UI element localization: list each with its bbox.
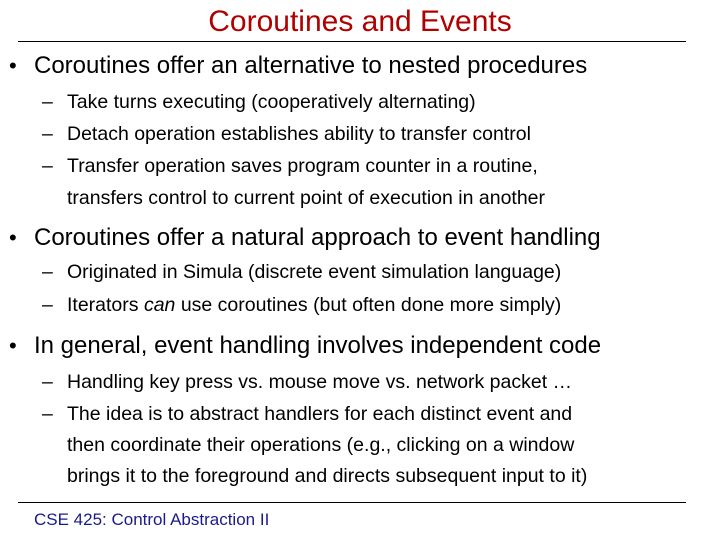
footer-divider [18, 502, 686, 503]
dash-icon: – [42, 403, 53, 425]
dash-icon: – [42, 155, 53, 177]
dash-icon: – [42, 261, 53, 283]
sub-text: transfers control to current point of execution in another [67, 187, 546, 209]
sub-text: Detach operation establishes ability to transfer control [67, 123, 531, 145]
bullet-text: Coroutines offer a natural approach to event handling [34, 224, 601, 251]
sub-text: Originated in Simula (discrete event simulation language) [67, 261, 562, 283]
sub-text: then coordinate their operations (e.g., clicking on a window [67, 434, 575, 456]
sub-text: brings it to the foreground and directs subsequent input to it) [67, 465, 588, 487]
sub-text: The idea is to abstract handlers for each distinct event and [67, 403, 573, 425]
sub-text: Iterators can use coroutines (but often done more simply) [67, 294, 562, 316]
slide-title: Coroutines and Events [208, 5, 512, 38]
slide-footer: CSE 425: Control Abstraction II [34, 510, 270, 529]
emphasis-text: can [143, 294, 176, 316]
title-divider [18, 41, 686, 42]
dash-icon: – [42, 294, 53, 316]
bullet-text: Coroutines offer an alternative to nested procedures [34, 52, 588, 79]
sub-text: Take turns executing (cooperatively alternating) [67, 91, 476, 113]
dash-icon: – [42, 371, 53, 393]
dash-icon: – [42, 123, 53, 145]
bullet-dot-icon: • [9, 225, 17, 250]
bullet-dot-icon: • [9, 333, 17, 358]
sub-text: Handling key press vs. mouse move vs. network packet … [67, 371, 573, 393]
dash-icon: – [42, 91, 53, 113]
bullet-text: In general, event handling involves independent code [34, 332, 602, 359]
sub-text: Transfer operation saves program counter in a routine, [67, 155, 538, 177]
bullet-dot-icon: • [9, 53, 17, 78]
